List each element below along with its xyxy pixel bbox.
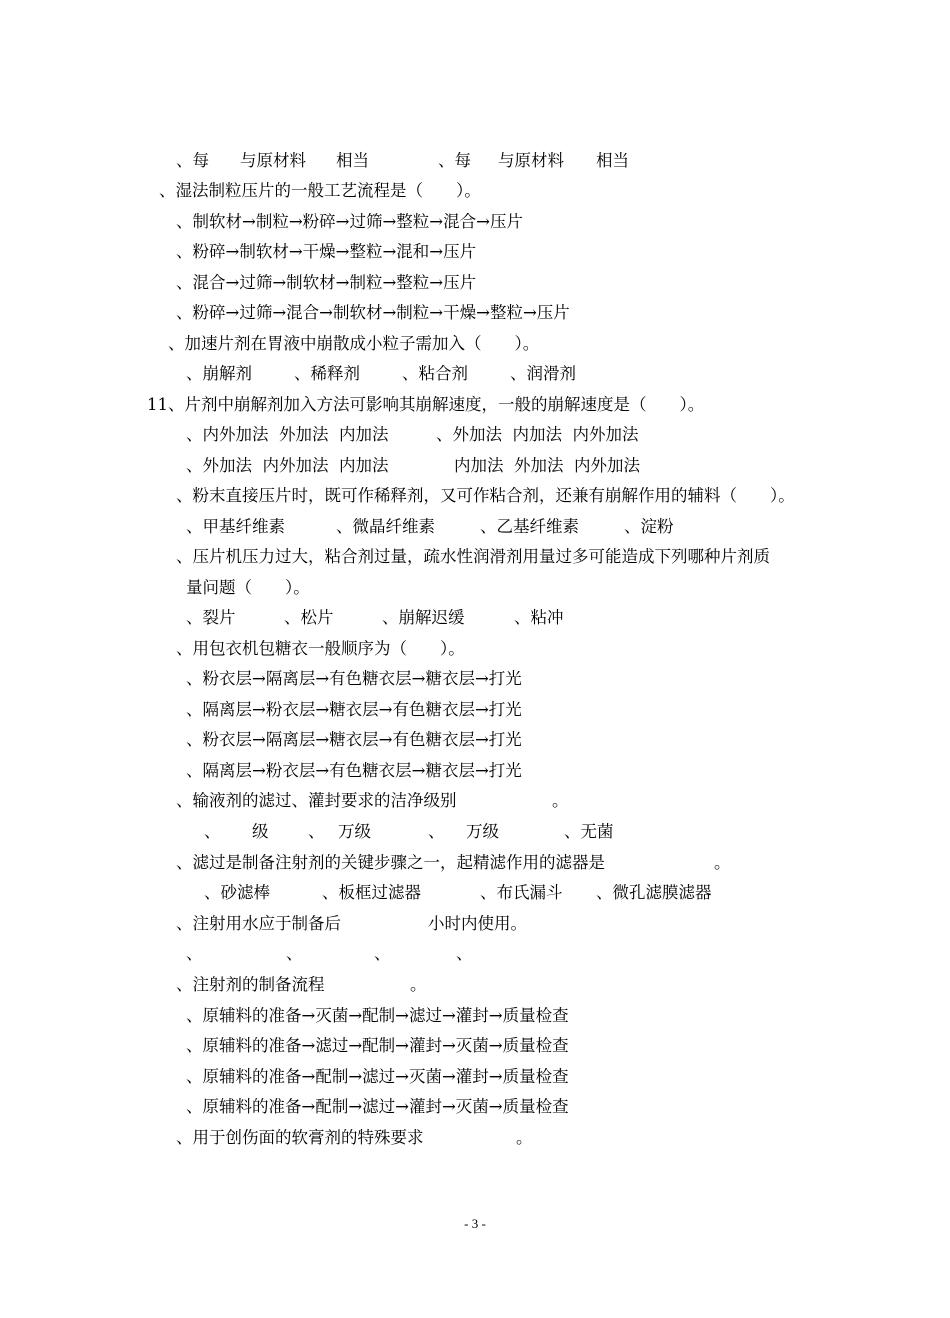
- question-text: 、注射剂的制备流程: [176, 975, 325, 994]
- option-text: 、微孔滤膜滤器: [596, 883, 712, 902]
- question-line: [176, 909, 527, 939]
- option-text: 、原辅料的准备→配制→滤过→灌封→灭菌→质量检查: [186, 1097, 569, 1116]
- option-text: 、无菌: [564, 822, 614, 841]
- option-text: 内加法 外加法 内外加法: [454, 456, 640, 475]
- text-line-option-pair: [186, 451, 640, 481]
- option-line: [186, 695, 522, 725]
- option-text: 、每: [176, 151, 209, 170]
- option-text: 、隔离层→粉衣层→糖衣层→有色糖衣层→打光: [186, 700, 522, 719]
- option-text: 、: [186, 944, 203, 963]
- option-text: 、隔离层→粉衣层→有色糖衣层→糖衣层→打光: [186, 761, 522, 780]
- option-text: 、: [428, 822, 445, 841]
- option-text: 、外加法 内外加法 内加法: [186, 456, 389, 475]
- question-line: [168, 329, 540, 359]
- option-text: 、板框过滤器: [322, 883, 421, 902]
- question-line: [176, 1123, 533, 1153]
- question-text: 。: [552, 791, 569, 810]
- option-text: 、崩解剂: [186, 364, 252, 383]
- option-text: 、: [286, 944, 303, 963]
- option-text: 、每: [438, 151, 471, 170]
- text-line-options: [204, 817, 614, 847]
- option-text: 、淀粉: [624, 517, 674, 536]
- option-text: 、: [308, 822, 325, 841]
- option-text: 、粉衣层→隔离层→糖衣层→有色糖衣层→打光: [186, 730, 522, 749]
- option-line: [176, 237, 477, 267]
- option-text: 相当: [336, 151, 369, 170]
- option-text: 、松片: [284, 608, 334, 627]
- question-text: 。: [410, 975, 427, 994]
- text-line-options: [186, 512, 674, 542]
- option-text: 、: [374, 944, 391, 963]
- option-text: 、外加法 内加法 内外加法: [436, 425, 639, 444]
- question-line: [176, 634, 465, 664]
- option-line: [186, 1062, 569, 1092]
- option-line: [186, 1092, 569, 1122]
- option-text: 、: [204, 822, 221, 841]
- text-line-option-pair: [186, 420, 639, 450]
- text-line-options: [186, 603, 564, 633]
- question-line: [176, 786, 569, 816]
- option-text: 相当: [596, 151, 629, 170]
- text-line-option-pair: [176, 146, 629, 176]
- question-line: [147, 390, 705, 420]
- option-text: 、润滑剂: [510, 364, 576, 383]
- text-line-options: [204, 878, 712, 908]
- question-text: 。: [714, 853, 731, 872]
- question-text: 、湿法制粒压片的一般工艺流程是（ ）。: [159, 181, 481, 200]
- option-text: 、砂滤棒: [204, 883, 270, 902]
- page-number: - 3 -: [464, 1216, 486, 1231]
- question-text: 、滤过是制备注射剂的关键步骤之一，起精滤作用的滤器是: [176, 853, 605, 872]
- question-text: 、输液剂的滤过、灌封要求的洁净级别: [176, 791, 457, 810]
- option-text: 、裂片: [186, 608, 236, 627]
- option-text: 、甲基纤维素: [186, 517, 285, 536]
- option-line: [186, 1031, 569, 1061]
- option-text: 万级: [338, 822, 371, 841]
- question-text: 、注射用水应于制备后: [176, 914, 341, 933]
- text-line-options: [186, 939, 473, 969]
- option-text: 、原辅料的准备→配制→滤过→灭菌→灌封→质量检查: [186, 1067, 569, 1086]
- option-text: 、原辅料的准备→滤过→配制→灌封→灭菌→质量检查: [186, 1036, 569, 1055]
- option-line: [186, 1001, 569, 1031]
- option-line: [176, 207, 523, 237]
- option-text: 、粘合剂: [402, 364, 468, 383]
- option-text: 、稀释剂: [294, 364, 360, 383]
- option-text: 、粉碎→制软材→干燥→整粒→混和→压片: [176, 242, 477, 261]
- question-text: 、压片机压力过大，粘合剂过量，疏水性润滑剂用量过多可能造成下列哪种片剂质: [176, 547, 770, 566]
- question-line: [159, 176, 481, 206]
- option-line: [176, 268, 477, 298]
- option-text: 级: [252, 822, 269, 841]
- question-line-continued: [186, 573, 310, 603]
- option-text: 、混合→过筛→制软材→制粒→整粒→压片: [176, 273, 477, 292]
- option-text: 、粉碎→过筛→混合→制软材→制粒→干燥→整粒→压片: [176, 303, 570, 322]
- question-text: 、用于创伤面的软膏剂的特殊要求: [176, 1128, 424, 1147]
- question-text: 、加速片剂在胃液中崩散成小粒子需加入（ ）。: [168, 334, 540, 353]
- option-text: 与原材料: [240, 151, 306, 170]
- option-line: [186, 725, 522, 755]
- option-line: [186, 664, 522, 694]
- option-text: 、粘冲: [514, 608, 564, 627]
- text-line-options: [186, 359, 576, 389]
- option-text: 与原材料: [498, 151, 564, 170]
- option-text: 、: [456, 944, 473, 963]
- option-text: 、微晶纤维素: [336, 517, 435, 536]
- question-text: 11、片剂中崩解剂加入方法可影响其崩解速度，一般的崩解速度是（ ）。: [147, 395, 705, 414]
- question-line: [176, 542, 770, 572]
- option-text: 、制软材→制粒→粉碎→过筛→整粒→混合→压片: [176, 212, 523, 231]
- question-text: 小时内使用。: [428, 914, 527, 933]
- option-text: 万级: [466, 822, 499, 841]
- question-line: [176, 970, 427, 1000]
- option-line: [186, 756, 522, 786]
- question-line: [176, 848, 731, 878]
- option-text: 、粉衣层→隔离层→有色糖衣层→糖衣层→打光: [186, 669, 522, 688]
- option-text: 、崩解迟缓: [382, 608, 465, 627]
- option-text: 、内外加法 外加法 内加法: [186, 425, 389, 444]
- question-line: [176, 481, 795, 511]
- option-text: 、乙基纤维素: [480, 517, 579, 536]
- option-text: 、原辅料的准备→灭菌→配制→滤过→灌封→质量检查: [186, 1006, 569, 1025]
- question-text: 、用包衣机包糖衣一般顺序为（ ）。: [176, 639, 465, 658]
- question-text: 量问题（ ）。: [186, 578, 310, 597]
- question-text: 。: [516, 1128, 533, 1147]
- question-text: 、粉末直接压片时，既可作稀释剂，又可作粘合剂，还兼有崩解作用的辅料（ ）。: [176, 486, 795, 505]
- option-text: 、布氏漏斗: [480, 883, 563, 902]
- option-line: [176, 298, 570, 328]
